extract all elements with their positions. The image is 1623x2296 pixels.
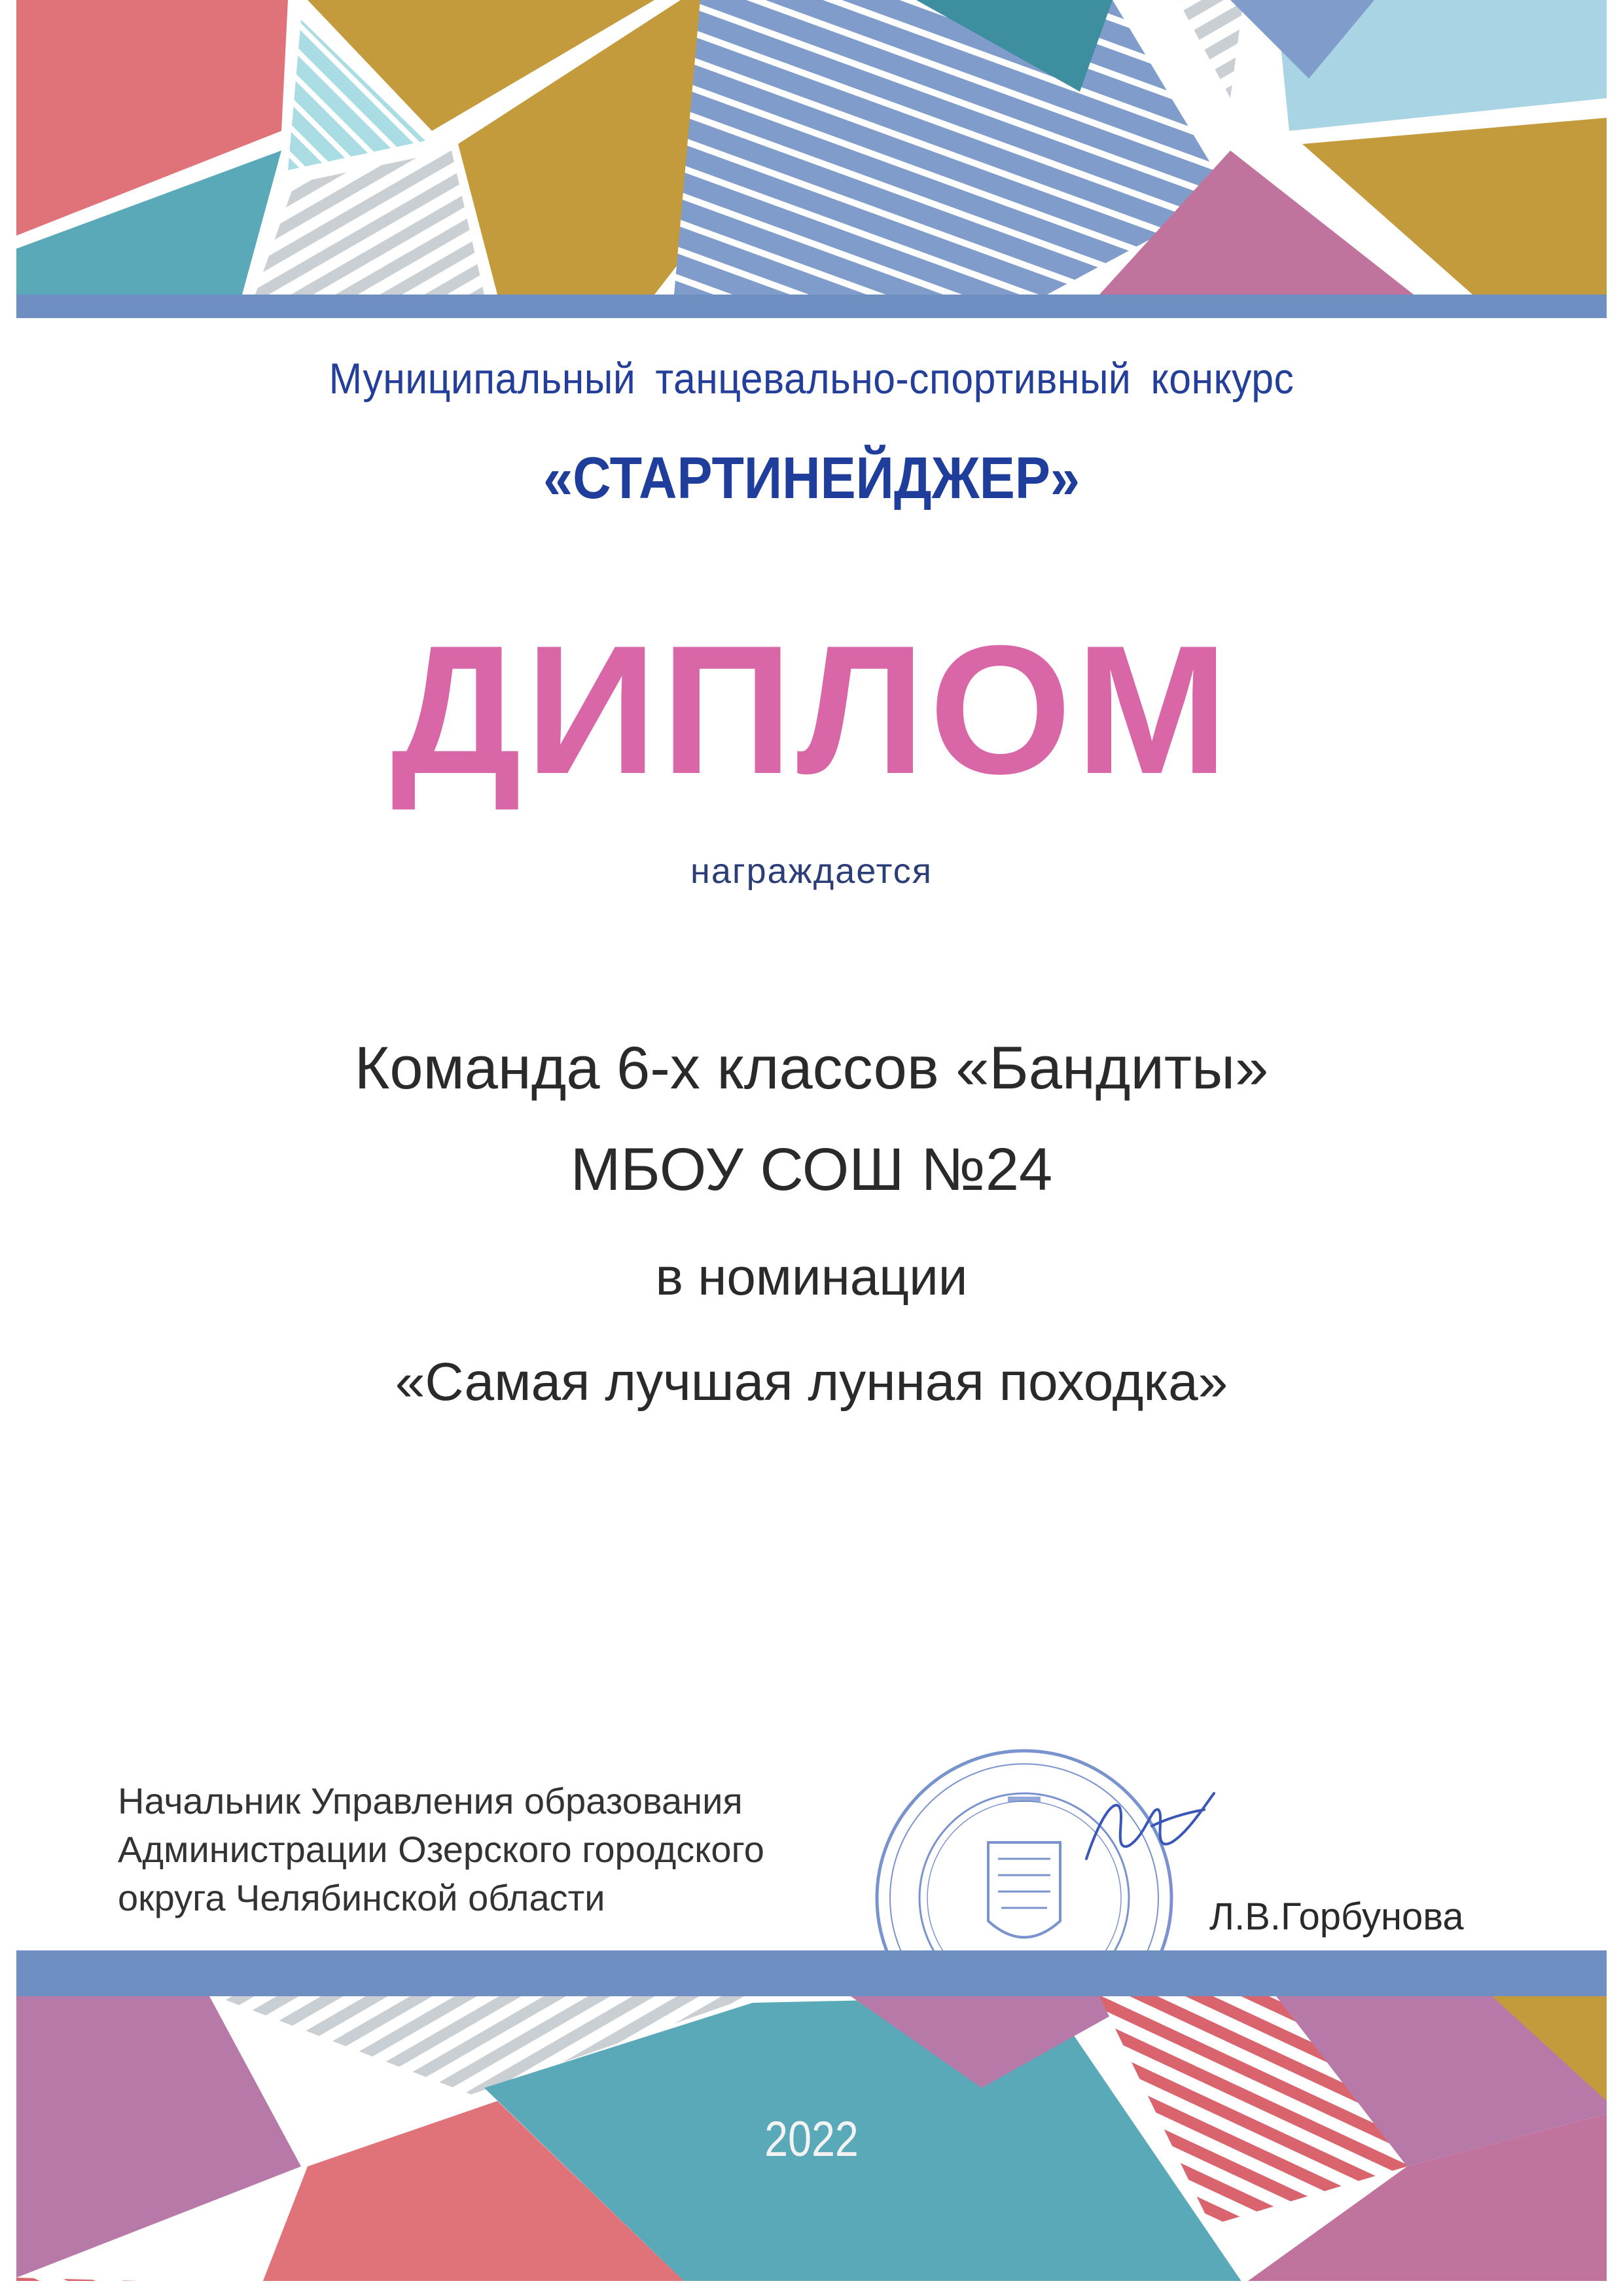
- signer-position-line: округа Челябинской области: [118, 1876, 605, 1918]
- top-mosaic-graphic: [0, 0, 1623, 318]
- signer-position-line: Администрации Озерского городского: [118, 1828, 764, 1870]
- recipient-school: МБОУ СОШ №24: [570, 1136, 1053, 1203]
- year-label: 2022: [764, 2111, 859, 2167]
- contest-subtitle: Муниципальный танцевально-спортивный конкурс: [329, 354, 1294, 403]
- signer-name: Л.В.Горбунова: [1209, 1895, 1464, 1938]
- contest-name: «СТАРТИНЕЙДЖЕР»: [543, 446, 1080, 511]
- nomination-name: «Самая лучшая лунная походка»: [395, 1352, 1228, 1412]
- signer-position-line: Начальник Управления образования: [118, 1780, 743, 1821]
- top-decorative-border: [0, 0, 1623, 318]
- awarded-label: награждается: [690, 852, 933, 891]
- handwritten-signature: [1073, 1780, 1224, 1872]
- nomination-intro: в номинации: [655, 1247, 968, 1306]
- diploma-title: ДИПЛОМ: [391, 608, 1232, 812]
- signer-position: [118, 1777, 764, 1922]
- recipient-team: Команда 6-х классов «Бандиты»: [354, 1035, 1269, 1102]
